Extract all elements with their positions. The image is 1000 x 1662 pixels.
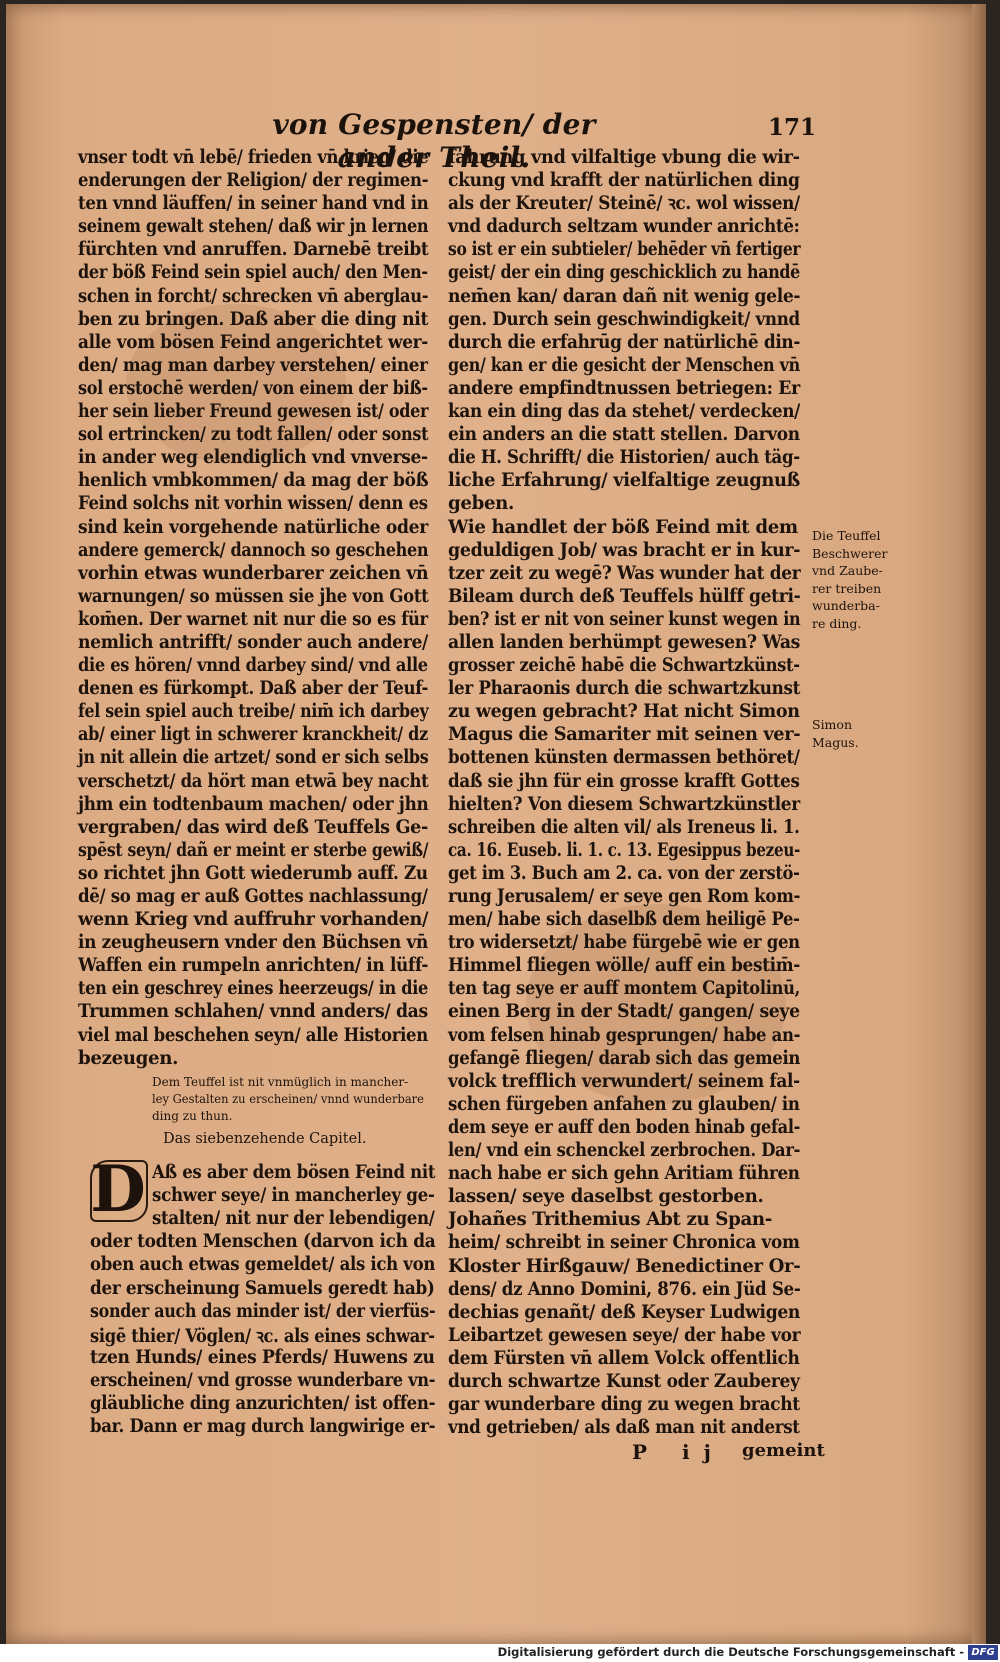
- text-line: denen es fürkompt. Daß aber der Teuf-: [78, 678, 429, 700]
- text-line: in ander weg elendiglich vnd vnverse-: [78, 447, 428, 469]
- text-line: sonder auch das minder ist/ der vierfüs-: [90, 1300, 436, 1322]
- text-line: dē/ so mag er auß Gottes nachlassung/: [78, 886, 428, 907]
- text-line: fürchten vnd anruffen. Darnebē treibt: [78, 239, 429, 261]
- margin-note-line: re ding.: [812, 615, 862, 631]
- text-line: kan ein ding das da stehet/ verdecken/: [448, 401, 800, 423]
- text-line: bar. Dann er mag durch langwirige er-: [90, 1416, 436, 1438]
- text-line: Magus die Samariter mit seinen ver-: [448, 724, 801, 746]
- summary-line: Dem Teuffel ist nit vnmüglich in mancher-: [152, 1075, 409, 1089]
- text-line: sind kein vorgehende natürliche oder: [78, 516, 428, 538]
- text-line: in zeugheusern vnder den Büchsen vn̄: [78, 932, 428, 954]
- text-line: men/ habe sich daselbß dem heiligē Pe-: [448, 909, 800, 931]
- text-line: len/ vnd ein schenckel zerbrochen. Dar-: [448, 1140, 801, 1162]
- text-line: nemlich antrifft/ sonder auch andere/: [78, 631, 428, 653]
- text-line: wenn Krieg vnd auffruhr vorhanden/: [78, 909, 429, 931]
- text-line: dem seye er auff den boden hinab gefal-: [448, 1116, 801, 1138]
- text-line: schreiben die alten vil/ als Ireneus li. 1.: [448, 816, 800, 838]
- text-line: vnser todt vn̄ lebē/ frieden vn̄ krieg/ die: [78, 147, 429, 168]
- text-line: dens/ dz Anno Domini, 876. ein Jüd Se-: [448, 1278, 801, 1300]
- text-line: liche Erfahrung/ vielfaltige zeugnuß: [448, 470, 800, 492]
- text-line: jhm ein todtenbaum machen/ oder jhn: [78, 793, 429, 815]
- text-line: gen. Durch sein geschwindigkeit/ vnnd: [448, 308, 800, 330]
- text-line: stalten/ nit nur der lebendigen/: [152, 1208, 435, 1230]
- text-line: ben? ist er nit von seiner kunst wegen in: [448, 608, 801, 630]
- text-line: vnd getrieben/ als daß man nit anderst: [448, 1417, 800, 1439]
- text-line: den/ mag man darbey verstehen/ einer: [78, 354, 428, 376]
- text-line: ten vnnd läuffen/ in seiner hand vnd in: [78, 193, 429, 215]
- text-line: schen in forcht/ schrecken vn̄ aberglau-: [78, 285, 429, 307]
- text-line: get im 3. Buch am 2. ca. von der zerstö-: [448, 862, 800, 884]
- text-line: sol erstochē werden/ von einem der biß-: [78, 377, 428, 399]
- text-line: durch die erfahrūg der natürlichē din-: [448, 331, 801, 353]
- text-line: heim/ schreibt in seiner Chronica vom: [448, 1232, 800, 1254]
- text-line: sigē thier/ Vöglen/ ꝛc. als eines schwar-: [90, 1325, 435, 1347]
- text-line: Aß es aber dem bösen Feind nit: [152, 1162, 436, 1183]
- text-line: vergraben/ das wird deß Teuffels Ge-: [78, 816, 428, 838]
- chapter-heading: Das siebenzehende Capitel.: [163, 1131, 367, 1147]
- text-line: jn nit allein die artzet/ sond er sich selbs: [78, 747, 429, 769]
- footer-bar: [0, 1644, 1000, 1662]
- text-line: durch schwartze Kunst oder Zauberey: [448, 1370, 800, 1392]
- text-line: vnd dadurch seltzam wunder anrichtē:: [448, 216, 800, 238]
- text-line: tzer zeit zu wegē? Was wunder hat der: [448, 562, 801, 584]
- text-line: ca. 16. Euseb. li. 1. c. 13. Egesippus bezeu-: [448, 839, 801, 861]
- text-line: der erscheinung Samuels geredt hab): [90, 1277, 435, 1299]
- text-line: gefangē fliegen/ darab sich das gemein: [448, 1047, 801, 1069]
- text-line: bezeugen.: [78, 1047, 179, 1069]
- text-line: lassen/ seye daselbst gestorben.: [448, 1186, 764, 1208]
- chapter-summary: [152, 1074, 424, 1125]
- text-line: rung Jerusalem/ er seye gen Rom kom-: [448, 886, 801, 907]
- text-line: Himmel fliegen wölle/ auff ein bestim̄-: [448, 955, 800, 977]
- text-line: ein anders an die statt stellen. Darvon: [448, 424, 800, 446]
- right-column: [448, 146, 800, 1439]
- text-line: einen Berg in der Stadt/ gangen/ seye: [448, 1001, 800, 1023]
- catchword: gemeint: [742, 1440, 825, 1461]
- text-line: oder todten Menschen (darvon ich da: [90, 1231, 436, 1253]
- margin-note-line: wunderba-: [812, 598, 880, 613]
- text-line: spēst seyn/ dañ er meint er sterbe gewiß/: [78, 839, 429, 861]
- text-line: so richtet jhn Gott wiederumb auff. Zu: [78, 862, 428, 884]
- text-line: nach habe er sich gehn Aritiam führen: [448, 1163, 800, 1185]
- margin-note-simon: [812, 716, 892, 751]
- text-line: vorhin etwas wunderbarer zeichen vn̄: [78, 562, 429, 584]
- margin-note-line: vnd Zaube-: [812, 563, 883, 578]
- text-line: der böß Feind sein spiel auch/ den Men-: [78, 262, 428, 284]
- margin-note-line: Die Teuffel: [812, 528, 881, 543]
- text-line: dechias genañt/ deß Keyser Ludwigen: [448, 1301, 801, 1323]
- text-line: gen/ kan er die gesicht der Menschen vn̄: [448, 354, 800, 376]
- text-line: hielten? Von diesem Schwartzkünstler: [448, 793, 800, 815]
- text-line: alle vom bösen Feind angerichtet wer-: [78, 331, 428, 353]
- text-line: grosser zeichē habē die Schwartzkünst-: [448, 655, 800, 677]
- text-line: Feind solchs nit vorhin wissen/ denn es: [78, 493, 428, 515]
- text-line: verschetzt/ da hört man etwā bey nacht: [78, 770, 429, 792]
- margin-note-line: Beschwerer: [812, 545, 888, 561]
- text-line: enderungen der Religion/ der regimen-: [78, 170, 429, 192]
- text-line: Leibartzet gewesen seye/ der habe vor: [448, 1324, 801, 1346]
- text-line: gläubliche ding anzurichten/ ist offen-: [90, 1393, 436, 1414]
- text-line: schen fürgeben anfahen zu glauben/ in: [448, 1093, 800, 1115]
- text-line: bottenen künsten dermassen bethöret/: [448, 747, 800, 769]
- text-line: so ist er ein subtieler/ behēder vn̄ fertiger: [448, 239, 801, 261]
- text-line: her sein lieber Freund gewesen ist/ oder: [78, 401, 429, 423]
- text-line: dem Fürsten vn̄ allem Volck offentlich: [448, 1347, 800, 1369]
- text-line: warnungen/ so müssen sie jhe von Gott: [78, 585, 429, 607]
- text-line: ckung vnd krafft der natürlichen ding: [448, 170, 800, 192]
- text-line: geist/ der ein ding geschicklich zu handē: [448, 262, 800, 284]
- margin-note-teuffel: [812, 527, 892, 632]
- running-head-title: von Gespensten/ der ander Theil.: [272, 108, 596, 174]
- text-line: ler Pharaonis durch die schwartzkunst: [448, 678, 800, 700]
- text-line: geben.: [448, 493, 515, 515]
- text-line: oben auch etwas gemeldet/ als ich von: [90, 1254, 436, 1276]
- text-line: Waffen ein rumpeln anrichten/ in lüff-: [78, 955, 429, 977]
- text-line: schwer seye/ in mancherley ge-: [152, 1185, 435, 1207]
- text-line: tro widersetzt/ habe fürgebē wie er gen: [448, 932, 800, 954]
- text-line: sol ertrincken/ zu todt fallen/ oder sonst: [78, 424, 429, 446]
- margin-note-line: Magus.: [812, 734, 859, 750]
- text-line: fahrung vnd vilfaltige vbung die wir-: [448, 147, 800, 168]
- text-line: Wie handlet der böß Feind mit dem: [448, 516, 798, 538]
- summary-line: ding zu thun.: [152, 1109, 233, 1123]
- dfg-logo: DFG: [968, 1645, 998, 1660]
- text-line: erscheinen/ vnd grosse wunderbare vn-: [90, 1369, 436, 1391]
- text-line: volck trefflich verwundert/ seinem fal-: [448, 1070, 800, 1092]
- text-line: geduldigen Job/ was bracht er in kur-: [448, 539, 801, 561]
- text-line: ab/ einer ligt in schwerer kranckheit/ dz: [78, 724, 428, 746]
- text-line: ten ein geschrey eines heerzeugs/ in die: [78, 978, 428, 1000]
- text-line: allen landen berhümpt gewesen? Was: [448, 631, 801, 653]
- text-line: vom felsen hinab gesprungen/ habe an-: [448, 1024, 801, 1046]
- text-line: andere gemerck/ dannoch so geschehen: [78, 539, 429, 561]
- text-line: tzen Hunds/ eines Pferds/ Huwens zu: [90, 1346, 435, 1368]
- text-line: Trummen schlahen/ vnnd anders/ das: [78, 1001, 428, 1023]
- text-line: zu wegen gebracht? Hat nicht Simon: [448, 701, 800, 723]
- text-line: gar wunderbare ding zu wegen bracht: [448, 1394, 800, 1416]
- text-line: als der Kreuter/ Steinē/ ꝛc. wol wissen/: [448, 193, 800, 215]
- text-line: die es hören/ vnnd darbey sind/ vnd alle: [78, 655, 428, 677]
- text-line: henlich vmbkommen/ da mag der böß: [78, 470, 429, 492]
- folio-number: 171: [768, 114, 817, 141]
- text-line: die H. Schrifft/ die Historien/ auch täg-: [448, 447, 800, 469]
- text-line: seinem gewalt stehen/ daß wir jn lernen: [78, 216, 429, 238]
- text-line: Johañes Trithemius Abt zu Span-: [448, 1209, 772, 1231]
- text-line: ten tag seye er auff montem Capitolinū,: [448, 978, 801, 1000]
- drop-cap: D: [90, 1152, 146, 1227]
- summary-line: ley Gestalten zu erscheinen/ vnnd wunderbare: [152, 1092, 424, 1106]
- text-line: kom̄en. Der warnet nit nur die so es für: [78, 608, 428, 630]
- text-line: fel sein spiel auch treibe/ nim̄ ich darbey: [78, 701, 429, 723]
- margin-note-line: Simon: [812, 717, 852, 732]
- text-line: viel mal beschehen seyn/ alle Historien: [78, 1024, 428, 1046]
- signature-mark: P ij: [632, 1440, 725, 1464]
- text-line: Bileam durch deß Teuffels hülff getri-: [448, 585, 801, 607]
- text-line: nem̄en kan/ daran dañ nit wenig gele-: [448, 285, 801, 307]
- text-line: Kloster Hirßgauw/ Benedictiner Or-: [448, 1255, 801, 1277]
- text-line: andere empfindtnussen betriegen: Er: [448, 377, 800, 399]
- footer-credit: Digitalisierung gefördert durch die Deutsche Forschungsgemeinschaft -: [497, 1645, 964, 1659]
- margin-note-line: rer treiben: [812, 580, 882, 596]
- text-line: daß sie jhn für ein grosse krafft Gottes: [448, 770, 800, 792]
- page-edge: [972, 4, 986, 1644]
- text-line: ben zu bringen. Daß aber die ding nit: [78, 308, 429, 330]
- left-column: [78, 146, 428, 1070]
